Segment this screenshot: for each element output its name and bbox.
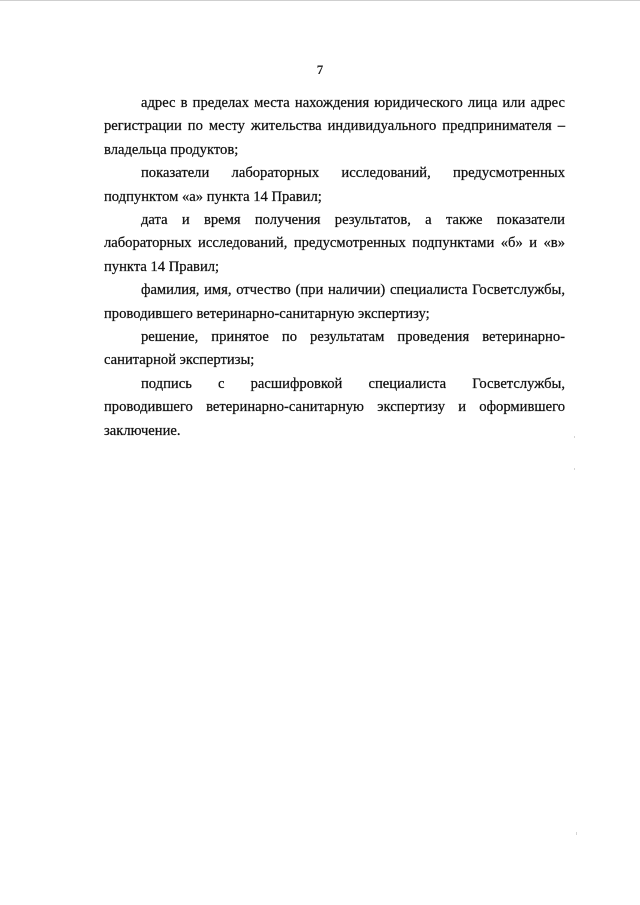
page-number: 7: [316, 62, 324, 77]
paragraph-specialist-name: фамилия, имя, отчество (при наличии) специалиста Госветслужбы, проводившего ветеринарно-санитарную экспертизу;: [104, 282, 565, 322]
document-body: [104, 92, 565, 443]
paragraph-decision: решение, принятое по результатам проведения ветеринарно-санитарной экспертизы;: [104, 329, 565, 369]
paragraph-signature: подпись с расшифровкой специалиста Госветслужбы, проводившего ветеринарно-санитарную экспертизу и оформившего заключение.: [104, 375, 565, 439]
scan-speck: [576, 832, 577, 835]
paragraph-lab-indicators: показатели лабораторных исследований, предусмотренных подпунктом «а» пункта 14 Правил;: [104, 165, 565, 205]
scan-speck: [574, 468, 575, 470]
scan-top-edge: [0, 0, 640, 1]
paragraph-date-time-results: дата и время получения результатов, а также показатели лабораторных исследований, предусмотренных подпунктами «б» и «в» пункта 14 Правил;: [104, 212, 565, 275]
paragraph-address: адрес в пределах места нахождения юридического лица или адрес регистрации по месту жительства индивидуального предпринимателя – владельца продуктов;: [104, 95, 565, 158]
scan-speck: [574, 436, 575, 438]
